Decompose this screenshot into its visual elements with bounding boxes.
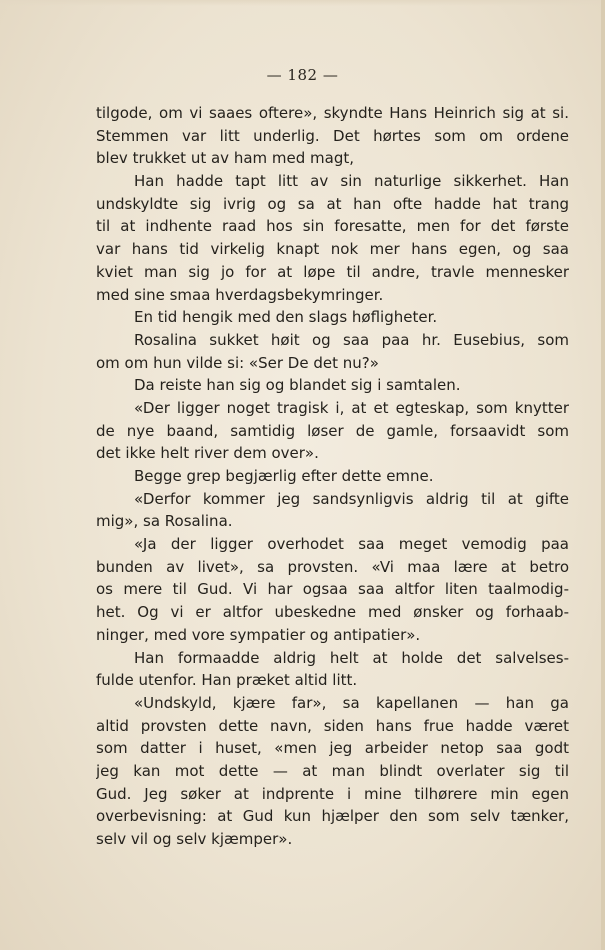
- text-line: kviet man sig jo for at løpe til andre, travle mennesker: [96, 262, 569, 281]
- text-line: undskyldte sig ivrig og sa at han ofte hadde hat trang: [96, 194, 569, 213]
- text-line: det ikke helt river dem over».: [96, 444, 319, 463]
- body-text: [96, 102, 569, 851]
- text-line: mig», sa Rosalina.: [96, 512, 233, 531]
- text-line: om om hun vilde si: «Ser De det nu?»: [96, 353, 379, 372]
- text-line: var hans tid virkelig knapt nok mer hans egen, og saa: [96, 240, 569, 259]
- text-line: som datter i huset, «men jeg arbeider netop saa godt: [96, 739, 569, 758]
- text-line: «Derfor kommer jeg sandsynligvis aldrig til at gifte: [134, 489, 569, 508]
- text-line: Han formaadde aldrig helt at holde det salvelses-: [134, 648, 569, 667]
- page-top-shadow: [0, 0, 605, 6]
- text-line: En tid hengik med den slags høfligheter.: [134, 308, 438, 327]
- text-line: altid provsten dette navn, siden hans frue hadde været: [96, 716, 569, 735]
- text-line: fulde utenfor. Han præket altid litt.: [96, 671, 358, 690]
- text-line: tilgode, om vi saaes oftere», skyndte Hans Heinrich sig at si.: [96, 104, 569, 122]
- page-number: — 182 —: [266, 66, 339, 84]
- text-line: jeg kan mot dette — at man blindt overlater sig til: [96, 761, 569, 780]
- text-line: «Ja der ligger overhodet saa meget vemodig paa: [134, 535, 569, 554]
- text-line: os mere til Gud. Vi har ogsaa saa altfor liten taalmodig-: [96, 580, 569, 599]
- text-line: Stemmen var litt underlig. Det hørtes som om ordene: [96, 126, 569, 145]
- text-line: Han hadde tapt litt av sin naturlige sikkerhet. Han: [134, 172, 569, 191]
- text-line: «Undskyld, kjære far», sa kapellanen — han ga: [134, 693, 569, 712]
- text-line: blev trukket ut av ham med magt,: [96, 149, 355, 168]
- text-line: de nye baand, samtidig løser de gamle, forsaavidt som: [96, 421, 569, 440]
- text-line: overbevisning: at Gud kun hjælper den som selv tænker,: [96, 807, 569, 826]
- text-line: ninger, med vore sympatier og antipatier».: [96, 625, 421, 644]
- text-line: «Der ligger noget tragisk i, at et egteskap, som knytter: [134, 398, 569, 417]
- page-right-edge: [601, 0, 605, 950]
- text-line: Gud. Jeg søker at indprente i mine tilhørere min egen: [96, 784, 569, 803]
- text-line: bunden av livet», sa provsten. «Vi maa lære at betro: [96, 557, 569, 576]
- text-line: selv vil og selv kjæmper».: [96, 830, 293, 848]
- text-line: til at indhente raad hos sin foresatte, men for det første: [96, 217, 569, 236]
- text-line: Da reiste han sig og blandet sig i samtalen.: [134, 376, 461, 395]
- text-line: Begge grep begjærlig efter dette emne.: [134, 467, 434, 485]
- text-line: med sine smaa hverdagsbekymringer.: [96, 285, 384, 304]
- text-line: Rosalina sukket høit og saa paa hr. Eusebius, som: [134, 330, 569, 349]
- text-line: het. Og vi er altfor ubeskedne med ønsker og forhaab-: [96, 603, 569, 622]
